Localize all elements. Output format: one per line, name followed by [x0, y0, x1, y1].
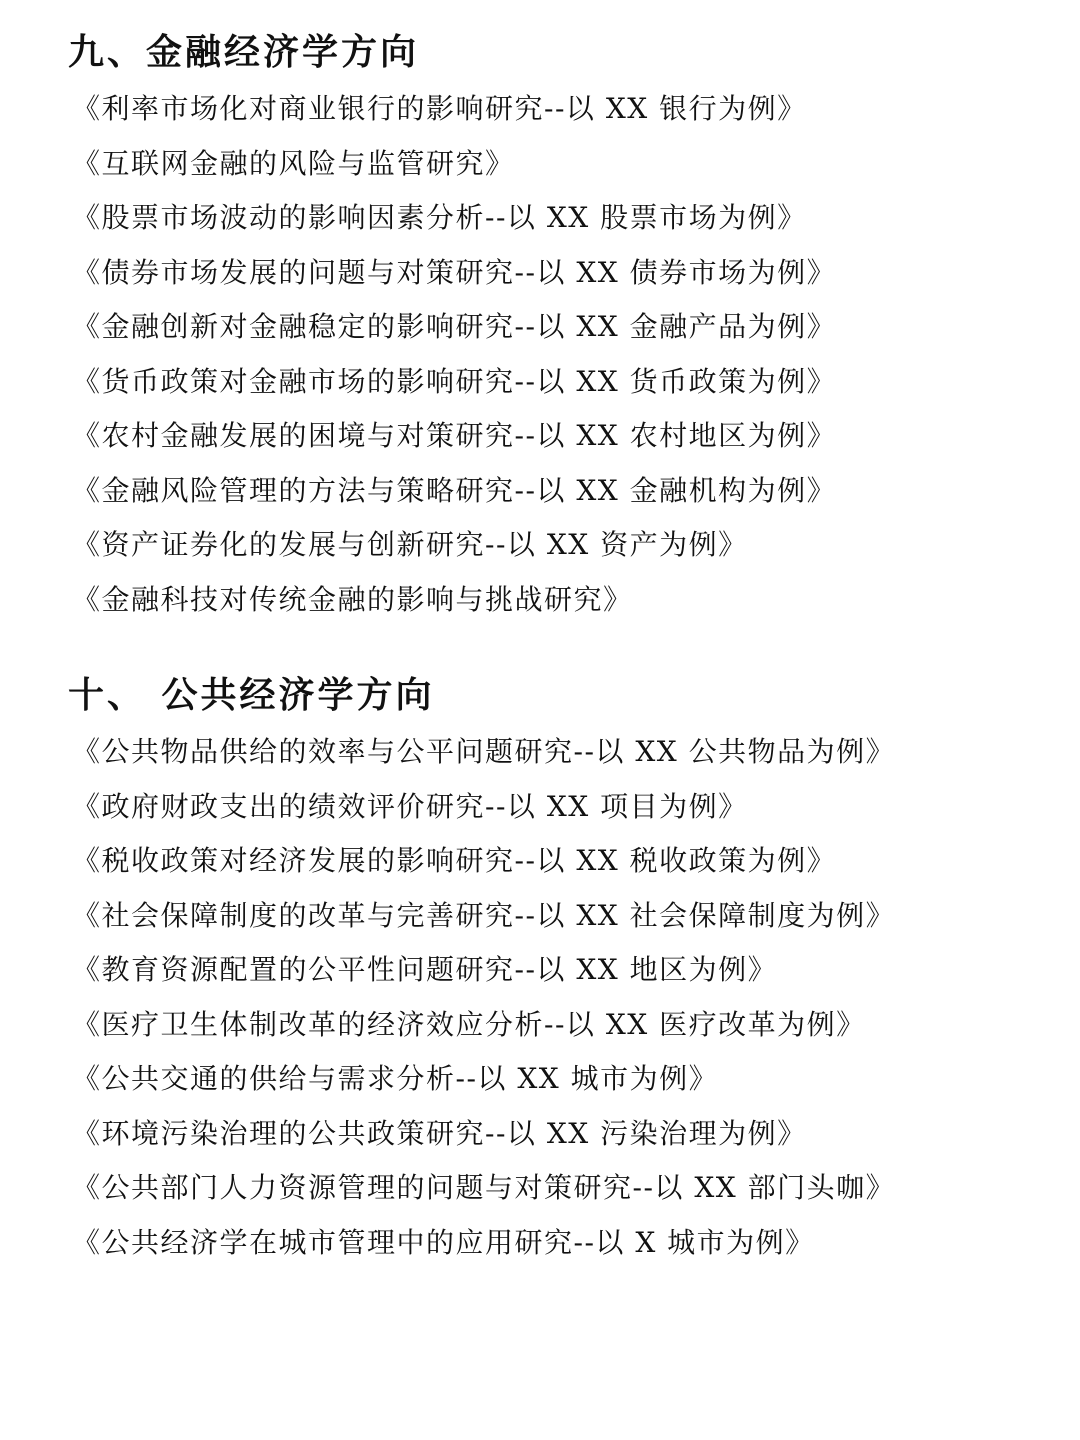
- section-heading: 九、金融经济学方向: [68, 32, 420, 73]
- section-financial-economics: [68, 28, 1040, 627]
- topic-item: 《税收政策对经济发展的影响研究--以 XX 税收政策为例》: [72, 844, 837, 877]
- topic-item: 《公共经济学在城市管理中的应用研究--以 X 城市为例》: [72, 1225, 815, 1259]
- topic-item: 《金融创新对金融稳定的影响研究--以 XX 金融产品为例》: [72, 310, 837, 343]
- topic-item: 《公共物品供给的效率与公平问题研究--以 XX 公共物品为例》: [72, 735, 896, 768]
- section-heading: 十、 公共经济学方向: [68, 675, 435, 716]
- topic-item: 《公共部门人力资源管理的问题与对策研究--以 XX 部门头咖》: [72, 1171, 896, 1204]
- topic-item: 《教育资源配置的公平性问题研究--以 XX 地区为例》: [72, 953, 778, 986]
- topic-item: 《环境污染治理的公共政策研究--以 XX 污染治理为例》: [72, 1116, 807, 1150]
- topic-item: 《资产证券化的发展与创新研究--以 XX 资产为例》: [72, 528, 748, 561]
- topic-item: 《金融科技对传统金融的影响与挑战研究》: [72, 582, 633, 616]
- topic-item: 《金融风险管理的方法与策略研究--以 XX 金融机构为例》: [72, 473, 837, 507]
- topic-list: [68, 725, 1040, 1270]
- topic-item: 《农村金融发展的困境与对策研究--以 XX 农村地区为例》: [72, 419, 837, 452]
- topic-item: 《股票市场波动的影响因素分析--以 XX 股票市场为例》: [72, 201, 807, 234]
- section-public-economics: [68, 671, 1040, 1270]
- topic-item: 《医疗卫生体制改革的经济效应分析--以 XX 医疗改革为例》: [72, 1007, 866, 1041]
- topic-item: 《社会保障制度的改革与完善研究--以 XX 社会保障制度为例》: [72, 898, 896, 932]
- topic-item: 《货币政策对金融市场的影响研究--以 XX 货币政策为例》: [72, 364, 837, 398]
- topic-item: 《公共交通的供给与需求分析--以 XX 城市为例》: [72, 1062, 719, 1095]
- topic-list: [68, 82, 1040, 627]
- topic-item: 《债券市场发展的问题与对策研究--以 XX 债券市场为例》: [72, 255, 837, 289]
- topic-item: 《互联网金融的风险与监管研究》: [72, 146, 515, 180]
- topic-item: 《利率市场化对商业银行的影响研究--以 XX 银行为例》: [72, 92, 807, 125]
- topic-item: 《政府财政支出的绩效评价研究--以 XX 项目为例》: [72, 789, 748, 823]
